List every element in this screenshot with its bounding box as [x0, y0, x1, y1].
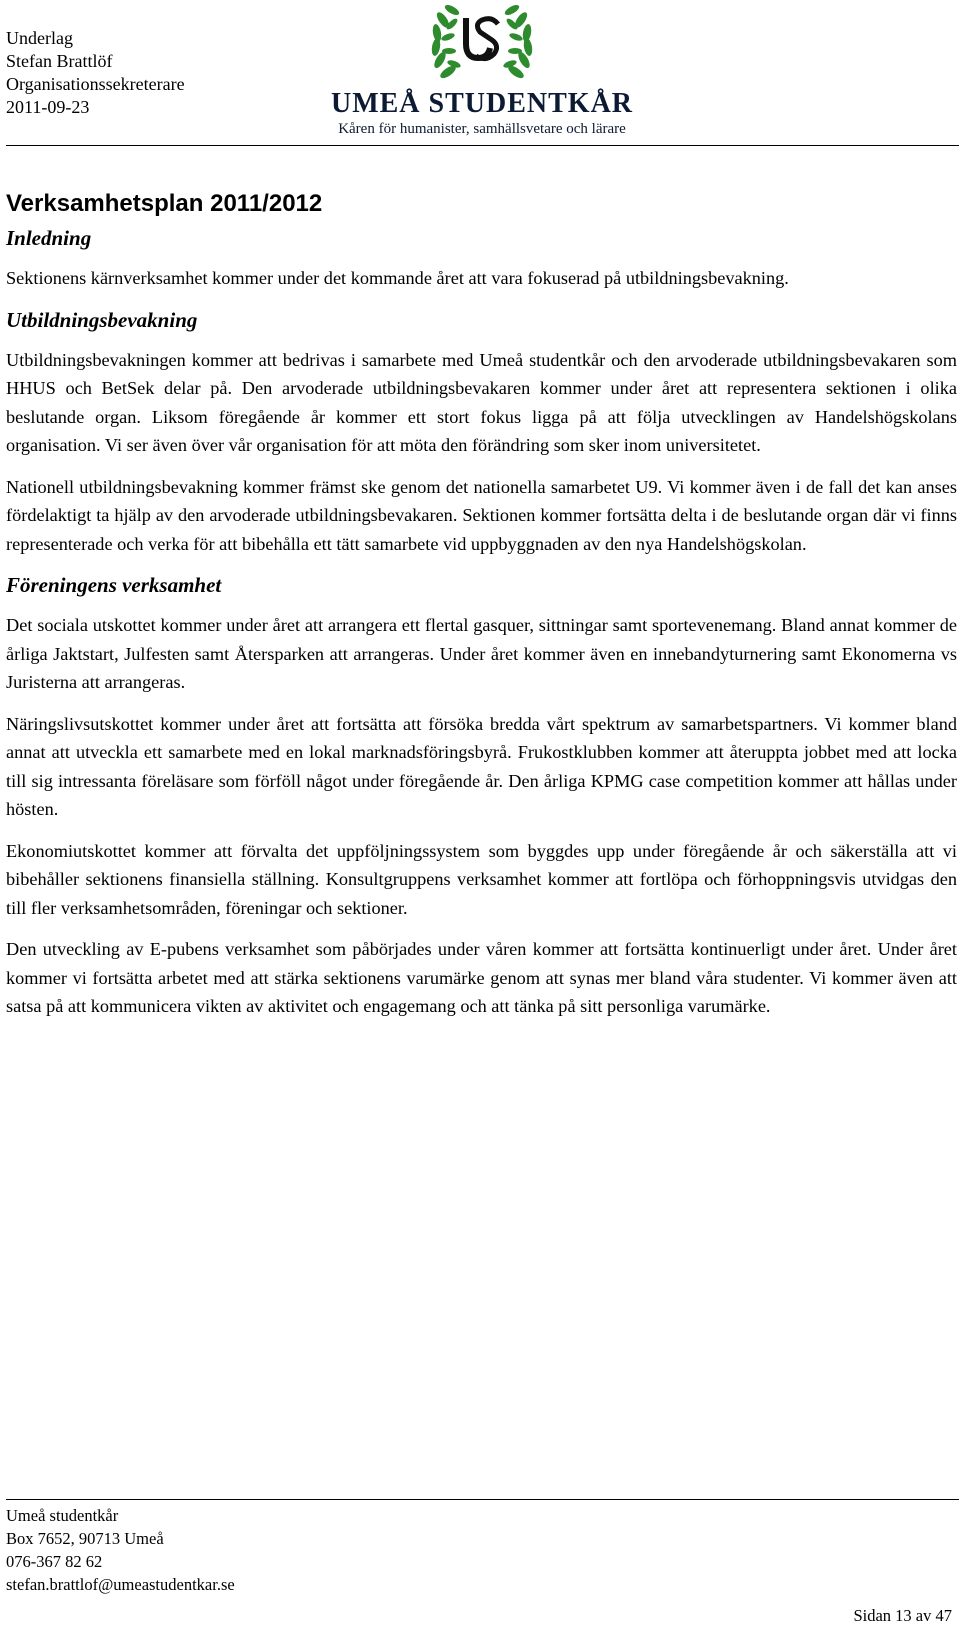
- footer-line: Umeå studentkår: [6, 1506, 119, 1525]
- paragraph: Den utveckling av E-pubens verksamhet som påbörjades under våren kommer att fortsätta kontinuerligt under året. Under året kommer vi fortsätta arbetet med att stärka sektionens varumärke genom att synas mer bland våra studenter. Vi kommer även att satsa på att kommunicera vikten av aktivitet och engagemang och att tänka på sitt personliga varumärke.: [6, 939, 957, 1016]
- paragraph: Sektionens kärnverksamhet kommer under det kommande året att vara fokuserad på utbildningsbevakning.: [6, 268, 789, 288]
- paragraph: Ekonomiutskottet kommer att förvalta det uppföljningssystem som byggdes upp under föregående år och säkerställa att vi bibehåller sektionens finansiella ställning. Konsultgruppens verksamhet kommer att fortlöpa och förhoppningsvis utvidgas den till fler verksamhetsområden, föreningar och sektioner.: [6, 840, 957, 918]
- document-body: [6, 188, 957, 1034]
- paragraph: Nationell utbildningsbevakning kommer främst ske genom det nationella samarbetet U9. Vi kommer även i de fall det kan anses fördelaktigt ta hjälp av den arvoderade utbildningsbevakaren. Sektionen kommer fortsätta delta i de beslutande organ där vi finns representerade och verka för att bibehålla ett tätt samarbete vid uppbyggnaden av den nya Handelshögskolan.: [6, 476, 957, 554]
- header-divider: [6, 145, 959, 146]
- laurel-logo-icon: [422, 2, 542, 88]
- paragraph: Det sociala utskottet kommer under året att arrangera ett flertal gasquer, sittningar samt sportevenemang. Bland annat kommer de årliga Jaktstart, Julfesten samt Återsparken att arrangeras. Under året kommer även en innebandyturnering samt Ekonomerna vs Juristerna att arrangeras.: [6, 615, 957, 692]
- page-number: Sidan 13 av 47: [853, 1606, 952, 1625]
- footer-line: 076-367 82 62: [6, 1552, 103, 1571]
- meta-line: Underlag: [6, 28, 73, 48]
- section-heading: Inledning: [6, 226, 92, 250]
- meta-line: 2011-09-23: [6, 97, 90, 117]
- footer-contact: [6, 1504, 235, 1596]
- meta-line: Stefan Brattlöf: [6, 51, 113, 71]
- paragraph: Utbildningsbevakningen kommer att bedrivas i samarbete med Umeå studentkår och den arvoderade utbildningsbevakaren som HHUS och BetSek delar på. Den arvoderade utbildningsbevakaren kommer under året att representera sektionen i olika beslutande organ. Liksom föregående år kommer ett stort fokus ligga på att följa utvecklingen av Handelshögskolans organisation. Vi ser även över vår organisation för att möta den förändring som sker inom universitetet.: [6, 349, 957, 455]
- document-title: Verksamhetsplan 2011/2012: [6, 190, 323, 217]
- org-subtitle: Kåren för humanister, samhällsvetare och lärare: [338, 121, 626, 137]
- section-heading: Föreningens verksamhet: [6, 573, 222, 597]
- org-logo: [322, 0, 642, 145]
- section-heading: Utbildningsbevakning: [6, 307, 198, 332]
- org-name: UMEÅ STUDENTKÅR: [330, 88, 634, 119]
- paragraph: Näringslivsutskottet kommer under året att fortsätta att försöka bredda vårt spektrum av samarbetspartners. Vi kommer bland annat att utveckla ett samarbete med en lokal marknadsföringsbyrå. Frukostklubben kommer att återuppta jobbet med att locka till sig intressanta föreläsare som förföll något under föregående år. Den årliga KPMG case competition kommer att hållas under hösten.: [6, 713, 957, 819]
- meta-line: Organisationssekreterare: [6, 74, 185, 94]
- footer-divider: [6, 1499, 959, 1500]
- document-meta: [6, 27, 185, 119]
- footer-email: stefan.brattlof@umeastudentkar.se: [6, 1575, 235, 1594]
- footer-line: Box 7652, 90713 Umeå: [6, 1529, 164, 1548]
